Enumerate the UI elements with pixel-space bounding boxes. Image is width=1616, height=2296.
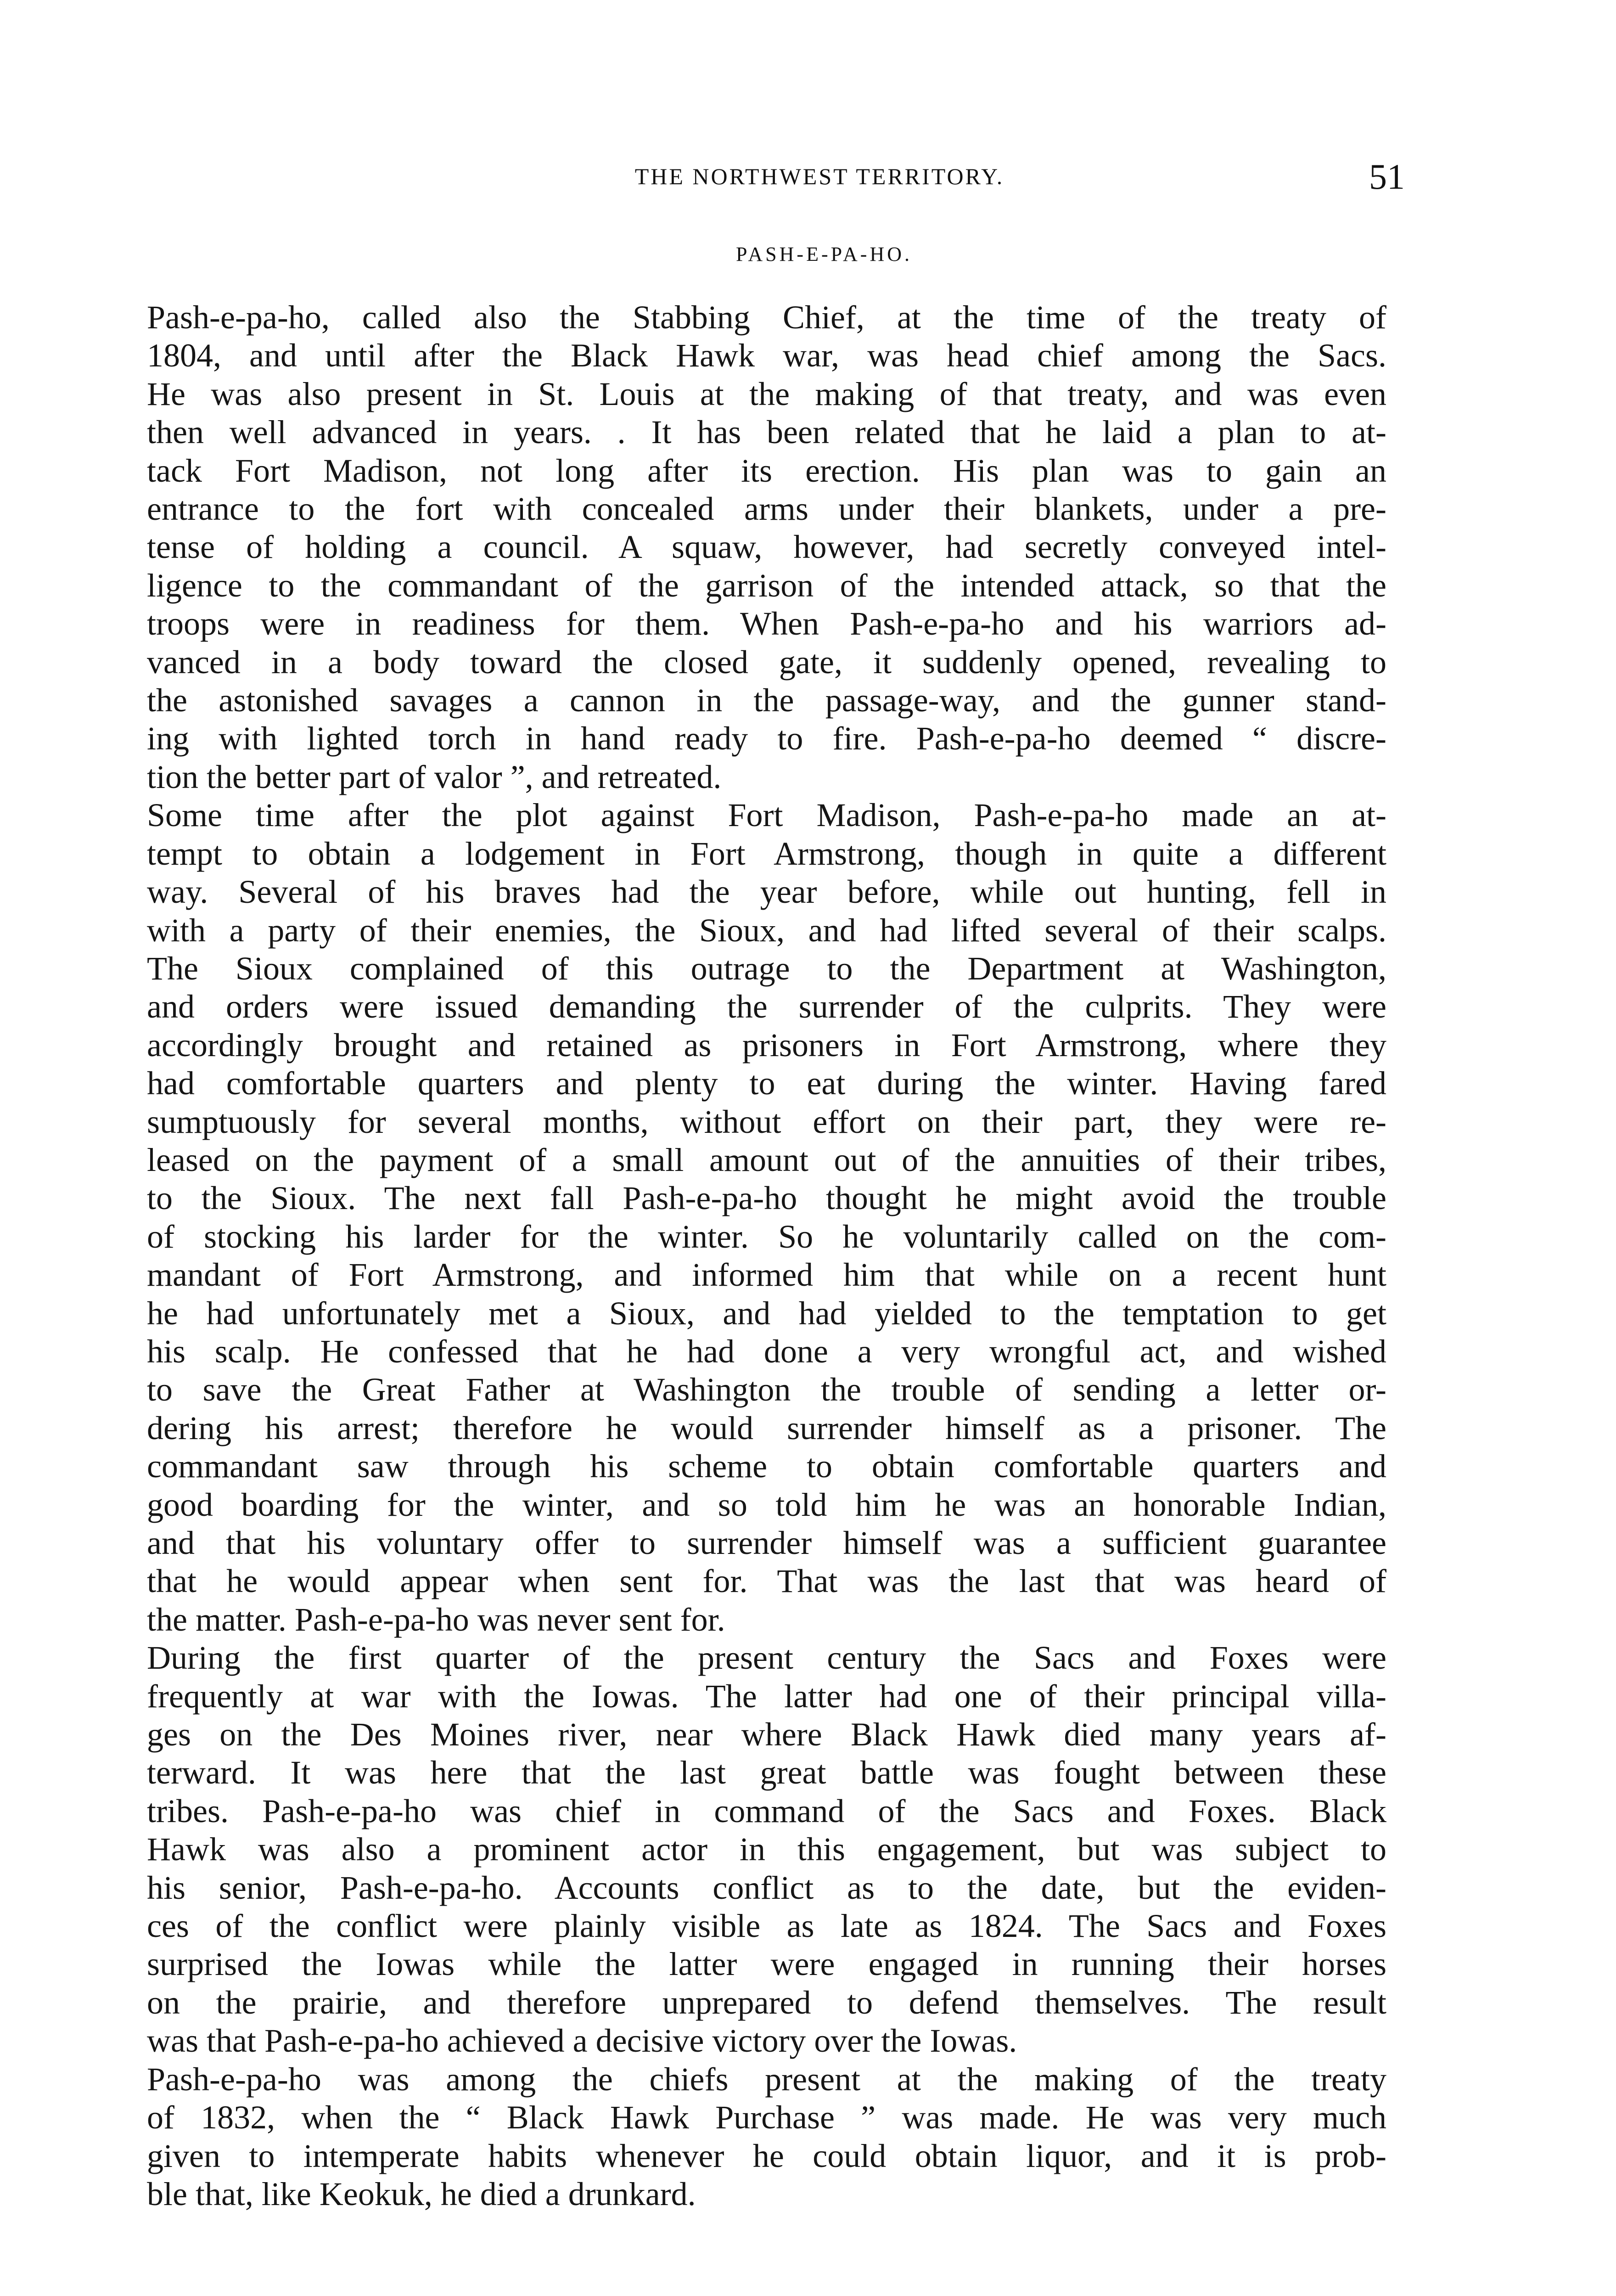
paragraph-4 <box>147 2060 1386 2214</box>
text-line: and that his voluntary offer to surrender himself was a sufficient guarantee <box>147 1525 1386 1561</box>
text-line: tense of holding a council. A squaw, however, had secretly conveyed intel- <box>147 529 1386 566</box>
text-line: Hawk was also a prominent actor in this engagement, but was subject to <box>147 1831 1386 1868</box>
text-line: Some time after the plot against Fort Madison, Pash-e-pa-ho made an at- <box>147 797 1386 834</box>
text-line: the astonished savages a cannon in the passage-way, and the gunner stand- <box>147 682 1386 719</box>
text-line: He was also present in St. Louis at the making of that treaty, and was even <box>147 375 1386 412</box>
running-head-title: THE NORTHWEST TERRITORY. <box>634 163 1004 189</box>
text-line: surprised the Iowas while the latter were engaged in running their horses <box>147 1946 1386 1983</box>
text-line: tack Fort Madison, not long after its erection. His plan was to gain an <box>147 452 1386 489</box>
text-line: mandant of Fort Armstrong, and informed him that while on a recent hunt <box>147 1256 1386 1294</box>
text-line: ble that, like Keokuk, he died a drunkard. <box>147 2175 696 2212</box>
text-line: to save the Great Father at Washington the trouble of sending a letter or- <box>147 1371 1386 1408</box>
text-line: tempt to obtain a lodgement in Fort Armstrong, though in quite a different <box>147 835 1386 872</box>
text-line: then well advanced in years. . It has been related that he laid a plan to at- <box>147 414 1386 451</box>
text-line: commandant saw through his scheme to obtain comfortable quarters and <box>147 1448 1386 1485</box>
text-line: and orders were issued demanding the surrender of the culprits. They were <box>147 988 1386 1025</box>
text-line: good boarding for the winter, and so told him he was an honorable Indian, <box>147 1486 1386 1523</box>
text-line: ing with lighted torch in hand ready to fire. Pash-e-pa-ho deemed “ discre- <box>147 720 1386 757</box>
text-line: tion the better part of valor ”, and retreated. <box>147 758 722 795</box>
text-line: of 1832, when the “ Black Hawk Purchase ” was made. He was very much <box>147 2099 1386 2136</box>
paragraph-1 <box>147 298 1386 796</box>
text-line: 1804, and until after the Black Hawk war, was head chief among the Sacs. <box>147 337 1386 374</box>
text-line: troops were in readiness for them. When Pash-e-pa-ho and his warriors ad- <box>147 605 1386 642</box>
text-line: to the Sioux. The next fall Pash-e-pa-ho thought he might avoid the trouble <box>147 1180 1386 1217</box>
text-line: accordingly brought and retained as prisoners in Fort Armstrong, where they <box>147 1026 1386 1064</box>
section-heading: PASH-E-PA-HO. <box>735 243 913 265</box>
text-line: dering his arrest; therefore he would surrender himself as a prisoner. The <box>147 1409 1386 1446</box>
text-line: his scalp. He confessed that he had done a very wrongful act, and wished <box>147 1333 1386 1370</box>
text-line: The Sioux complained of this outrage to the Department at Washington, <box>147 950 1386 987</box>
text-line: that he would appear when sent for. That was the last that was heard of <box>147 1563 1386 1600</box>
text-line: vanced in a body toward the closed gate, it suddenly opened, revealing to <box>147 643 1386 681</box>
text-line: leased on the payment of a small amount out of the annuities of their tribes, <box>147 1141 1386 1178</box>
text-line: of stocking his larder for the winter. So he voluntarily called on the com- <box>147 1218 1386 1255</box>
text-line: ges on the Des Moines river, near where Black Hawk died many years af- <box>147 1716 1386 1753</box>
article-body <box>147 298 1386 2213</box>
text-line: his senior, Pash-e-pa-ho. Accounts conflict as to the date, but the eviden- <box>147 1869 1386 1906</box>
text-line: sumptuously for several months, without effort on their part, they were re- <box>147 1103 1386 1140</box>
text-line: Pash-e-pa-ho, called also the Stabbing Chief, at the time of the treaty of <box>147 299 1386 336</box>
text-line: terward. It was here that the last great battle was fought between these <box>147 1754 1386 1791</box>
text-line: frequently at war with the Iowas. The latter had one of their principal villa- <box>147 1677 1386 1715</box>
text-line: was that Pash-e-pa-ho achieved a decisive victory over the Iowas. <box>147 2022 1017 2060</box>
text-line: Pash-e-pa-ho was among the chiefs present at the making of the treaty <box>147 2060 1386 2098</box>
page-number: 51 <box>1369 157 1405 197</box>
text-line: ligence to the commandant of the garrison of the intended attack, so that the <box>147 567 1386 604</box>
text-line: with a party of their enemies, the Sioux, and had lifted several of their scalps. <box>147 912 1386 949</box>
text-line: had comfortable quarters and plenty to eat during the winter. Having fared <box>147 1065 1386 1102</box>
text-line: ces of the conflict were plainly visible as late as 1824. The Sacs and Foxes <box>147 1908 1386 1945</box>
paragraph-3 <box>147 1639 1386 2060</box>
text-line: way. Several of his braves had the year before, while out hunting, fell in <box>147 873 1386 911</box>
text-line: tribes. Pash-e-pa-ho was chief in command of the Sacs and Foxes. Black <box>147 1792 1386 1829</box>
text-line: the matter. Pash-e-pa-ho was never sent for. <box>147 1601 725 1638</box>
paragraph-2 <box>147 796 1386 1639</box>
text-line: During the first quarter of the present century the Sacs and Foxes were <box>147 1639 1386 1677</box>
text-line: given to intemperate habits whenever he could obtain liquor, and it is prob- <box>147 2137 1386 2174</box>
text-line: on the prairie, and therefore unprepared to defend themselves. The result <box>147 1984 1386 2021</box>
text-line: he had unfortunately met a Sioux, and had yielded to the temptation to get <box>147 1294 1386 1332</box>
text-line: entrance to the fort with concealed arms under their blankets, under a pre- <box>147 490 1386 528</box>
